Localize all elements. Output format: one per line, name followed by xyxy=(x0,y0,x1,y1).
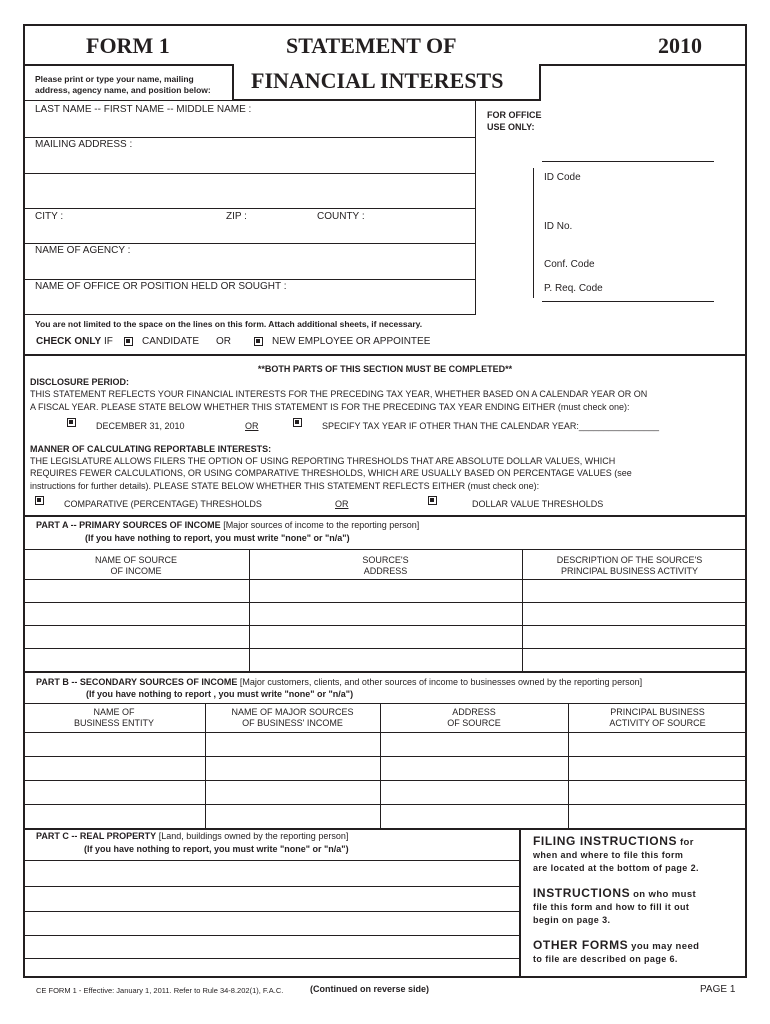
instr-line2: file this form and how to fill it out xyxy=(533,902,690,912)
part-a-col-divider xyxy=(249,549,250,671)
part-c-heading xyxy=(36,831,348,842)
filing-line2: when and where to file this form xyxy=(533,850,684,860)
part-b-col-divider xyxy=(205,703,206,828)
footer-form-id: CE FORM 1 - Effective: January 1, 2011. Refer to Rule 34-8.202(1), F.A.C. xyxy=(36,986,284,995)
part-c-row-line xyxy=(23,935,520,936)
office-use-label-line2: USE ONLY: xyxy=(487,122,535,132)
filing-instructions xyxy=(533,835,699,875)
manner-line2: REQUIRES FEWER CALCULATIONS, OR USING COMPARATIVE THRESHOLDS, WHICH ARE USUALLY BASED ON PERCENTAGE VALUES (see xyxy=(30,468,632,478)
part-b-col1-line2: BUSINESS ENTITY xyxy=(73,718,154,728)
new-employee-label: NEW EMPLOYEE OR APPOINTEE xyxy=(272,336,431,347)
part-b-grid-top xyxy=(23,703,747,704)
part-b-row-line xyxy=(23,732,747,733)
part-a-col1-header xyxy=(23,555,249,577)
filing-instructions-heading xyxy=(533,835,699,849)
other-line2: to file are described on page 6. xyxy=(533,954,678,964)
part-a-col-divider xyxy=(522,549,523,671)
office-label[interactable]: NAME OF OFFICE OR POSITION HELD OR SOUGHT : xyxy=(35,281,287,292)
filing-line3: are located at the bottom of page 2. xyxy=(533,863,699,873)
field-box-top xyxy=(23,100,476,101)
who-instructions-heading xyxy=(533,887,696,901)
form-number: FORM 1 xyxy=(86,33,170,58)
part-b-col3-line2: OF SOURCE xyxy=(447,718,501,728)
other-forms-heading xyxy=(533,939,699,953)
part-a-col3-line1: DESCRIPTION OF THE SOURCE'S xyxy=(556,555,703,565)
form-year: 2010 xyxy=(658,33,702,58)
part-b-col-divider xyxy=(568,703,569,828)
instructions-divider xyxy=(519,828,521,978)
part-a-col1-line2: OF INCOME xyxy=(110,566,162,576)
office-use-line xyxy=(542,301,714,302)
part-c-row-line xyxy=(23,911,520,912)
section-divider xyxy=(23,354,747,356)
part-a-row-line xyxy=(23,625,747,626)
disclosure-period-title: DISCLOSURE PERIOD: xyxy=(30,377,130,387)
part-a-note: (If you have nothing to report, you must write "none" or "n/a") xyxy=(85,533,350,543)
other-head: OTHER FORMS xyxy=(533,938,629,952)
disclosure-period-line2: A FISCAL YEAR. PLEASE STATE BELOW WHETHER THIS STATEMENT IS FOR THE PRECEDING TAX YEAR ENDING EITHER (must check one): xyxy=(30,402,630,412)
manner-title: MANNER OF CALCULATING REPORTABLE INTERESTS: xyxy=(30,444,272,454)
candidate-label: CANDIDATE xyxy=(142,336,200,347)
manner-line1: THE LEGISLATURE ALLOWS FILERS THE OPTION OF USING REPORTING THRESHOLDS THAT ARE ABSOLUTE DOLLAR VALUES, WHICH xyxy=(30,456,616,466)
filing-head: FILING INSTRUCTIONS xyxy=(533,834,678,848)
part-c-row-line xyxy=(23,886,520,887)
title-box-right xyxy=(539,64,541,100)
dollar-label: DOLLAR VALUE THRESHOLDS xyxy=(472,499,604,509)
print-note-line1: Please print or type your name, mailing xyxy=(35,74,194,84)
part-a-col2-header xyxy=(249,555,522,577)
part-a-grid-top xyxy=(23,549,747,550)
part-a-col2-line2: ADDRESS xyxy=(363,566,408,576)
part-a-col3-line2: PRINCIPAL BUSINESS ACTIVITY xyxy=(560,566,699,576)
field-line xyxy=(23,173,476,174)
who-instructions xyxy=(533,887,696,927)
manner-line3: instructions for further details). PLEASE STATE BELOW WHETHER THIS STATEMENT REFLECTS EITHER (must check one): xyxy=(30,481,540,491)
check-only-label: CHECK ONLY xyxy=(36,336,102,347)
field-line xyxy=(23,243,476,244)
section-divider xyxy=(23,828,747,830)
footer-page: PAGE 1 xyxy=(700,984,736,995)
form-title-line1: STATEMENT OF xyxy=(286,33,457,58)
other-forms xyxy=(533,939,699,966)
part-b-col1-header xyxy=(23,707,205,729)
part-a-col2-line1: SOURCE'S xyxy=(362,555,409,565)
conf-code-label: Conf. Code xyxy=(544,259,595,270)
footer-continued: (Continued on reverse side) xyxy=(310,984,430,994)
part-b-col4-header xyxy=(568,707,747,729)
specify-year-label[interactable]: SPECIFY TAX YEAR IF OTHER THAN THE CALENDAR YEAR:________________ xyxy=(322,421,659,431)
part-b-heading xyxy=(36,677,642,688)
disclosure-or: OR xyxy=(245,421,259,431)
both-parts-note: **BOTH PARTS OF THIS SECTION MUST BE COMPLETED** xyxy=(257,364,513,374)
specify-year-checkbox[interactable] xyxy=(293,418,302,427)
part-b-col2-line1: NAME OF MAJOR SOURCES xyxy=(231,707,354,717)
part-b-note: (If you have nothing to report , you must write "none" or "n/a") xyxy=(86,689,354,699)
part-b-row-line xyxy=(23,804,747,805)
field-line xyxy=(23,208,476,209)
comparative-label: COMPARATIVE (PERCENTAGE) THRESHOLDS xyxy=(64,499,262,509)
office-use-line xyxy=(542,161,714,162)
disclosure-period-line1: THIS STATEMENT REFLECTS YOUR FINANCIAL INTERESTS FOR THE PRECEDING TAX YEAR, WHETHER BASED ON A CALENDAR YEAR OR ON xyxy=(30,389,648,399)
office-use-vline xyxy=(533,168,534,298)
part-b-col4-line1: PRINCIPAL BUSINESS xyxy=(610,707,705,717)
zip-label[interactable]: ZIP : xyxy=(226,211,247,222)
dollar-checkbox[interactable] xyxy=(428,496,437,505)
part-b-col3-header xyxy=(380,707,568,729)
part-b-col2-line2: OF BUSINESS' INCOME xyxy=(242,718,343,728)
part-a-row-line xyxy=(23,648,747,649)
part-b-col2-header xyxy=(205,707,380,729)
part-a-col3-header xyxy=(522,555,737,577)
print-note-line2: address, agency name, and position below: xyxy=(35,85,211,95)
city-label[interactable]: CITY : xyxy=(35,211,64,222)
field-line xyxy=(23,137,476,138)
part-b-row-line xyxy=(23,780,747,781)
header-divider xyxy=(23,64,233,66)
id-code-label: ID Code xyxy=(544,172,581,183)
part-c-row-line xyxy=(23,958,520,959)
section-divider xyxy=(23,515,747,517)
extra-sheets-note: You are not limited to the space on the lines on this form. Attach additional sheets, if necessary. xyxy=(35,319,423,329)
part-a-heading xyxy=(36,520,419,531)
section-divider xyxy=(23,671,747,673)
part-c-row-line xyxy=(23,860,520,861)
part-b-row-line xyxy=(23,756,747,757)
part-b-col4-line2: ACTIVITY OF SOURCE xyxy=(609,718,706,728)
dec31-label: DECEMBER 31, 2010 xyxy=(96,421,185,431)
part-c-title: PART C -- REAL PROPERTY xyxy=(36,831,157,841)
part-a-desc: [Major sources of income to the reporting person] xyxy=(223,520,420,530)
part-a-row-line xyxy=(23,579,747,580)
instr-line3: begin on page 3. xyxy=(533,915,611,925)
name-field-label[interactable]: LAST NAME -- FIRST NAME -- MIDDLE NAME : xyxy=(35,104,252,115)
part-b-col3-line1: ADDRESS xyxy=(452,707,496,717)
comparative-checkbox[interactable] xyxy=(35,496,44,505)
part-a-col1-line1: NAME OF SOURCE xyxy=(94,555,177,565)
mailing-address-label[interactable]: MAILING ADDRESS : xyxy=(35,139,133,150)
field-line xyxy=(23,279,476,280)
office-use-label-line1: FOR OFFICE xyxy=(487,110,542,120)
title-box-left xyxy=(232,64,234,100)
part-c-desc: [Land, buildings owned by the reporting person] xyxy=(158,831,349,841)
id-no-label: ID No. xyxy=(544,221,573,232)
agency-label[interactable]: NAME OF AGENCY : xyxy=(35,245,131,256)
manner-or: OR xyxy=(335,499,349,509)
header-divider-right xyxy=(540,64,747,66)
form-title-line2: FINANCIAL INTERESTS xyxy=(251,68,504,93)
other-tail: you may need xyxy=(631,941,700,952)
instr-head: INSTRUCTIONS xyxy=(533,886,631,900)
part-b-col1-line1: NAME OF xyxy=(93,707,135,717)
county-label[interactable]: COUNTY : xyxy=(317,211,365,222)
check-or-label: OR xyxy=(216,336,231,347)
check-if-label: IF xyxy=(104,336,113,347)
part-c-note: (If you have nothing to report, you must write "none" or "n/a") xyxy=(84,844,349,854)
p-req-code-label: P. Req. Code xyxy=(544,283,603,294)
part-b-desc: [Major customers, clients, and other sources of income to businesses owned by the reporting person] xyxy=(239,677,643,687)
part-b-title: PART B -- SECONDARY SOURCES OF INCOME xyxy=(36,677,238,687)
instr-tail: on who must xyxy=(633,889,697,900)
dec31-checkbox[interactable] xyxy=(67,418,76,427)
filing-tail: for xyxy=(679,837,694,848)
field-line xyxy=(23,314,476,315)
new-employee-checkbox[interactable] xyxy=(254,337,263,346)
part-a-row-line xyxy=(23,602,747,603)
part-b-col-divider xyxy=(380,703,381,828)
candidate-checkbox[interactable] xyxy=(124,337,133,346)
part-a-title: PART A -- PRIMARY SOURCES OF INCOME xyxy=(36,520,221,530)
